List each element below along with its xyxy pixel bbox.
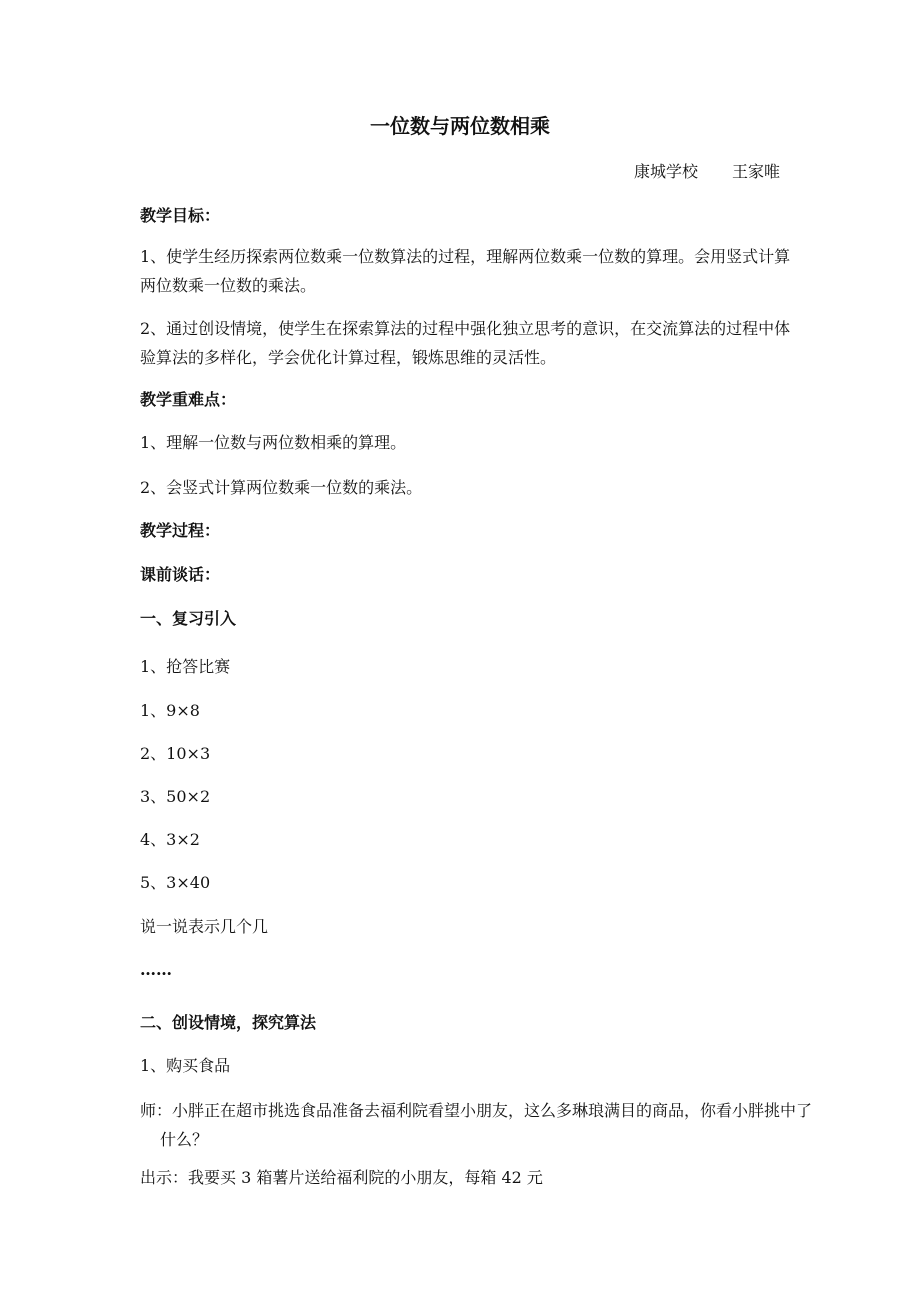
quiz-item: 3、50×2 [140, 787, 211, 806]
key-point-2: 2、会竖式计算两位数乘一位数的乘法。 [140, 478, 423, 497]
section1-heading: 一、复习引入 [140, 609, 237, 628]
objective-1: 1、使学生经历探索两位数乘一位数算法的过程，理解两位数乘一位数的算理。会用竖式计算两位数乘一位数的乘法。 [140, 247, 791, 295]
buy-food: 1、购买食品 [140, 1056, 231, 1075]
key-point-1: 1、理解一位数与两位数相乘的算理。 [140, 433, 407, 452]
show-line: 出示：我要买 3 箱薯片送给福利院的小朋友，每箱 42 元 [140, 1168, 543, 1187]
quiz-item: 4、3×2 [140, 830, 200, 849]
author-name: 王家唯 [731, 162, 780, 181]
quiz-item: 2、10×3 [140, 744, 211, 763]
explain-prompt: 说一说表示几个几 [140, 917, 269, 936]
byline [634, 160, 780, 184]
ellipsis: …… [140, 960, 172, 979]
process-heading: 教学过程： [140, 521, 221, 540]
objectives-heading: 教学目标： [140, 206, 221, 225]
key-points-heading: 教学重难点： [140, 390, 237, 409]
objective-2: 2、通过创设情境，使学生在探索算法的过程中强化独立思考的意识，在交流算法的过程中体验算法的多样化，学会优化计算过程，锻炼思维的灵活性。 [140, 319, 791, 367]
quiz-title: 1、抢答比赛 [140, 657, 231, 676]
pre-class-heading: 课前谈话： [140, 565, 221, 584]
document-title: 一位数与两位数相乘 [370, 114, 550, 138]
teacher-line: 师：小胖正在超市挑选食品准备去福利院看望小朋友，这么多琳琅满目的商品，你看小胖挑中了什么？ [140, 1101, 813, 1149]
quiz-item: 5、3×40 [140, 873, 211, 892]
section2-heading: 二、创设情境，探究算法 [140, 1013, 317, 1032]
school-name: 康城学校 [633, 162, 698, 181]
quiz-item: 1、9×8 [140, 701, 200, 720]
